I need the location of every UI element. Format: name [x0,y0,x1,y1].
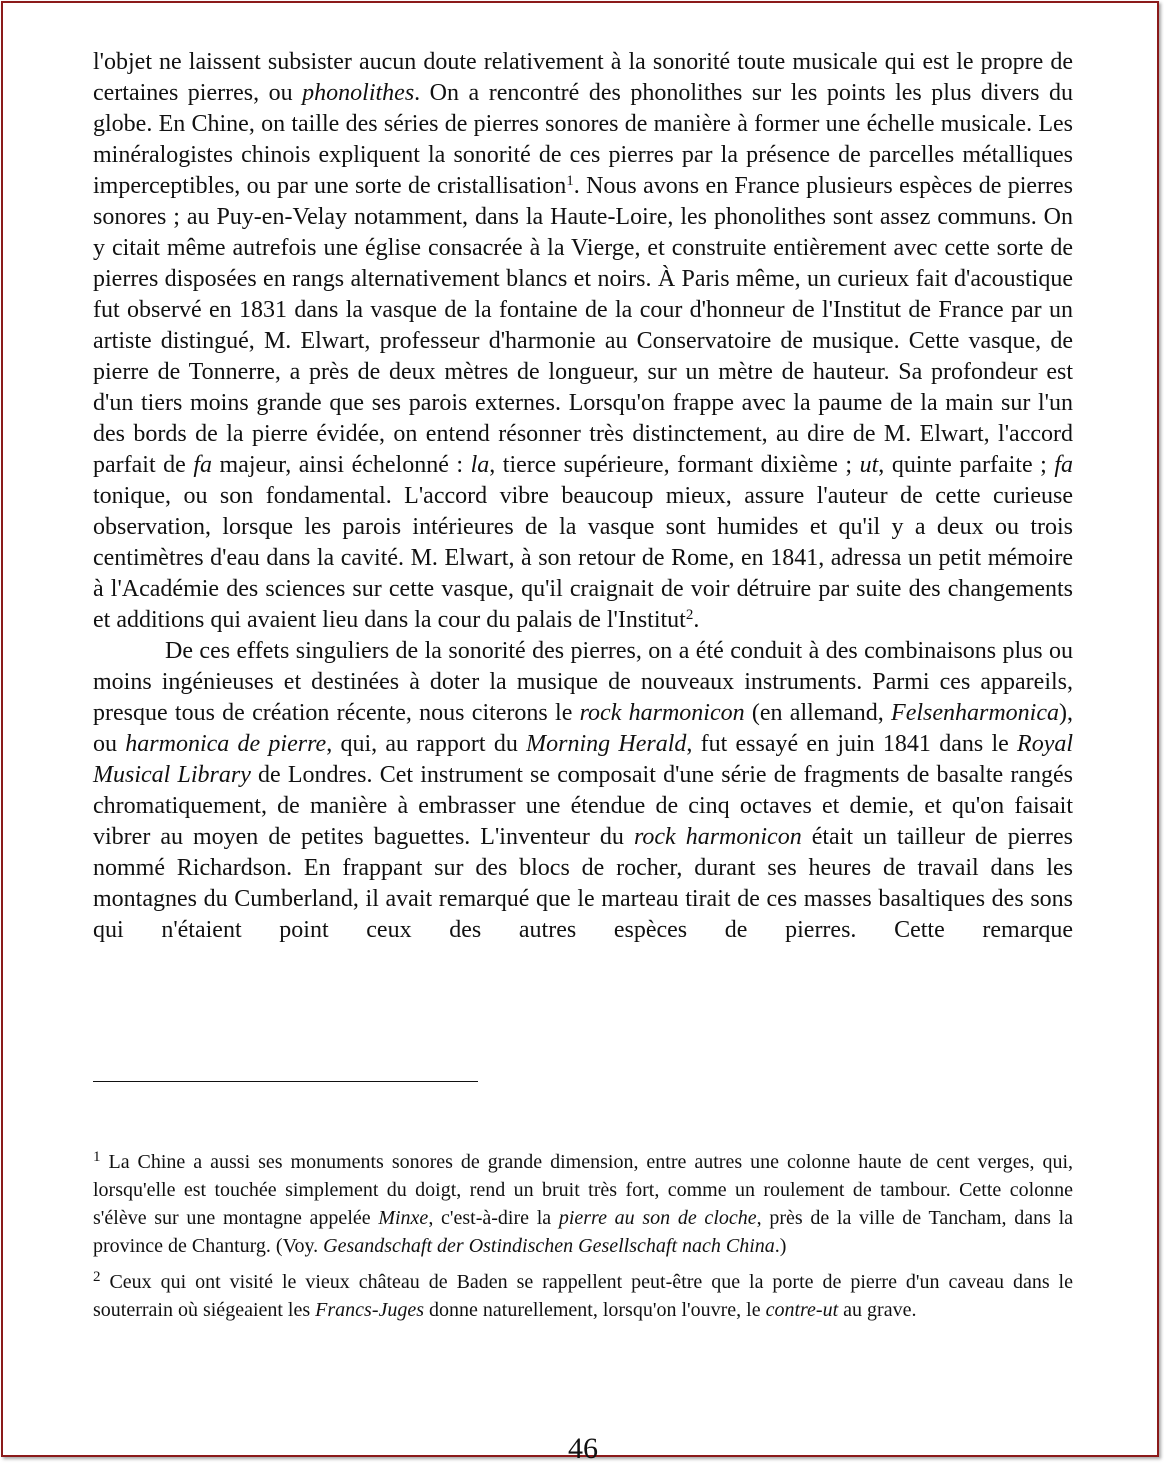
paragraph-2 [93,636,1073,946]
footnote-ref: 1 [566,173,574,189]
footnote-1 [93,1148,1073,1260]
italic-text: pierre au son de cloche [558,1207,757,1229]
italic-text: Morning Herald [526,731,687,757]
italic-text: fa [193,452,213,478]
italic-text: rock harmonicon [579,700,745,726]
text-run: tonique, ou son fondamental. L'accord vibre beaucoup mieux, assure l'auteur de cette curieuse observation, lorsque les parois intérieures de la vasque sont humides et qu'il y a deux ou trois centimètres d'eau dans la cavité. M. Elwart, à son retour de Rome, en 1841, adressa un petit mémoire à l'Académie des sciences sur cette vasque, qu'il craignait de voir détruire par suite des changements et additions qui avaient lieu dans la cour du palais de l'Institut [93,483,1073,633]
footnote-separator [93,1081,478,1082]
text-run: ), ou [93,700,1073,757]
italic-text: contre-ut [765,1299,839,1321]
footnote-ref: 2 [685,607,694,623]
text-run: La Chine a aussi ses monuments sonores de grande dimension, entre autres une colonne haute de cent verges, qui, lorsqu'elle est touchée simplement du doigt, rend un bruit très fort, comme un roulement de tambour. Cette colonne s'élève sur une montagne appelée [93,1151,1073,1229]
italic-text: harmonica de pierre [125,731,327,757]
document-page [93,47,1074,1465]
text-run: , c'est-à-dire la [428,1207,559,1229]
text-run: , près de la ville de Tancham, dans la province de Chanturg. (Voy. [93,1207,1074,1257]
text-run: , fut essayé en juin 1841 dans le [686,731,1018,757]
text-run: (en allemand, [744,700,892,726]
italic-text: Felsenharmonica [891,700,1059,726]
italic-text: Royal Musical Library [93,731,1074,788]
footnote-2 [93,1268,1073,1324]
italic-text: la [470,452,490,478]
text-run: donne naturellement, lorsqu'on l'ouvre, le [424,1299,766,1321]
text-run: , quinte parfaite ; [878,452,1055,478]
italic-text: Gesandschaft der Ostindischen Gesellschaft nach China [323,1235,775,1257]
text-run: l'objet ne laissent subsister aucun doute relativement à la sonorité toute musicale qui est le propre de certaines pierres, ou [93,49,1073,106]
italic-text: fa [1054,452,1074,478]
text-run: , qui, au rapport du [326,731,527,757]
italic-text: Francs-Juges [315,1299,425,1321]
page-number: 46 [568,1432,598,1465]
italic-text: Minxe [378,1207,429,1229]
text-run: , tierce supérieure, formant dixième ; [489,452,860,478]
paragraph-1 [93,47,1073,636]
text-run: De ces effets singuliers de la sonorité des pierres, on a été conduit à des combinaisons plus ou moins ingénieuses et destinées à doter la musique de nouveaux instruments. Parmi ces appareils, presque tous de création récente, nous citerons le [93,638,1073,726]
footnote-ref: 1 [93,1149,101,1165]
text-run: . On a rencontré des phonolithes sur les points les plus divers du globe. En Chine, on taille des séries de pierres sonores de manière à former une échelle musicale. Les minéralogistes chinois expliquent la sonorité de ces pierres par la présence de parcelles métalliques imperceptibles, ou par une sorte de cristallisation [93,80,1074,199]
text-run: Ceux qui ont visité le vieux château de Baden se rappellent peut-être que la porte de pierre d'un caveau dans le souterrain où siégeaient les [93,1271,1073,1321]
footnote-ref: 2 [93,1269,101,1285]
body-text [93,47,1073,946]
italic-text: ut [859,452,879,478]
footnotes [93,1148,1073,1332]
italic-text: rock harmonicon [633,824,802,850]
text-run: était un tailleur de pierres nommé Richardson. En frappant sur des blocs de rocher, durant ses heures de travail dans les montagnes du Cumberland, il avait remarqué que le marteau tirait de ces masses basaltiques des sons qui n'étaient point ceux des autres espèces de pierres. Cette remarque [93,824,1073,943]
text-run: de Londres. Cet instrument se composait d'une série de fragments de basalte rangés chromatiquement, de manière à embrasser une étendue de cinq octaves et demie, et qu'on faisait vibrer au moyen de petites baguettes. L'inventeur du [93,762,1073,850]
text-run: au grave. [838,1299,917,1321]
text-run: majeur, ainsi échelonné : [212,452,471,478]
text-run: .) [774,1235,787,1257]
text-run: . [693,607,700,633]
text-run: . Nous avons en France plusieurs espèces de pierres sonores ; au Puy-en-Velay notamment, dans la Haute-Loire, les phonolithes sont assez communs. On y citait même autrefois une église consacrée à la Vierge, et construite entièrement avec cette sorte de pierres disposées en rangs alternativement blancs et noirs. À Paris même, un curieux fait d'acoustique fut observé en 1831 dans la vasque de la fontaine de la cour d'honneur de l'Institut de France par un artiste distingué, M. Elwart, professeur d'harmonie au Conservatoire de musique. Cette vasque, de pierre de Tonnerre, a près de deux mètres de longueur, sur un mètre de hauteur. Sa profondeur est d'un tiers moins grande que ses parois externes. Lorsqu'on frappe avec la paume de la main sur l'un des bords de la pierre évidée, on entend résonner très distinctement, au dire de M. Elwart, l'accord parfait de [93,173,1074,478]
italic-text: phonolithes [302,80,415,106]
